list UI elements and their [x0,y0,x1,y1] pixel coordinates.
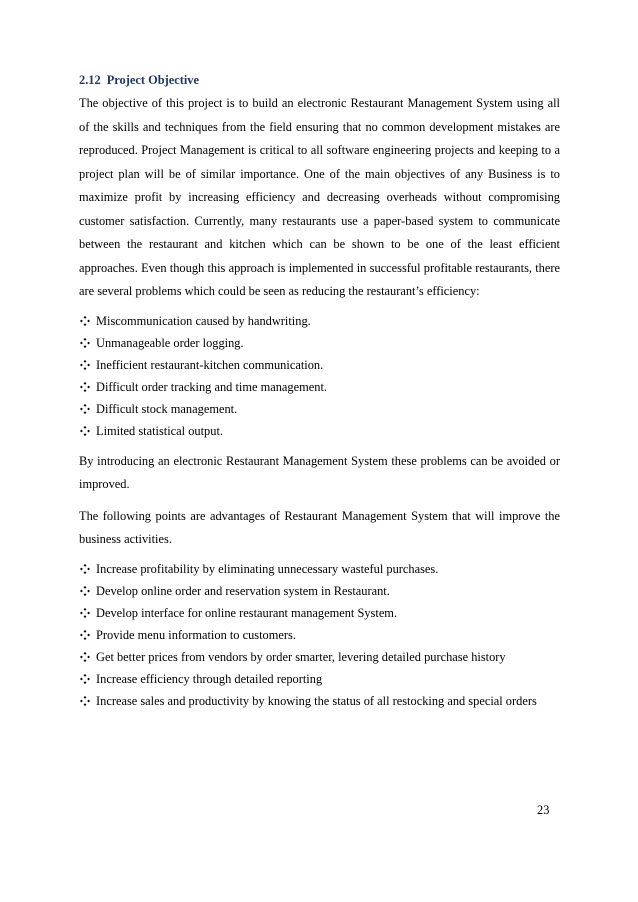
four-diamond-bullet-icon [79,558,91,580]
list-item [79,558,560,580]
list-item-text: Miscommunication caused by handwriting. [96,313,311,328]
four-diamond-bullet-icon [79,310,91,332]
list-item-text: Provide menu information to customers. [96,627,296,642]
list-item-text: Get better prices from vendors by order smarter, levering detailed purchase history [96,649,506,664]
four-diamond-bullet-icon [79,602,91,624]
list-item-text: Difficult stock management. [96,401,238,416]
list-item [79,624,560,646]
list-item [79,580,560,602]
list-item [79,332,560,354]
four-diamond-bullet-icon [79,420,91,442]
list-item [79,398,560,420]
list-item [79,690,560,712]
four-diamond-bullet-icon [79,668,91,690]
list-item-text: Increase profitability by eliminating unnecessary wasteful purchases. [96,561,439,576]
four-diamond-bullet-icon [79,376,91,398]
list-item-text: Develop online order and reservation system in Restaurant. [96,583,390,598]
four-diamond-bullet-icon [79,580,91,602]
advantages-intro-paragraph: The following points are advantages of Restaurant Management System that will improve the business activities. [79,508,560,546]
list-item [79,602,560,624]
list-item-text: Difficult order tracking and time management. [96,379,327,394]
list-item-text: Inefficient restaurant-kitchen communication. [96,357,324,372]
four-diamond-bullet-icon [79,354,91,376]
list-item-text: Unmanageable order logging. [96,335,244,350]
document-page [79,71,560,712]
four-diamond-bullet-icon [79,624,91,646]
page-number: 23 [537,803,550,817]
list-item-text: Increase sales and productivity by knowing the status of all restocking and special orders [96,693,537,708]
list-item [79,646,560,668]
list-item [79,310,560,332]
list-item-text: Develop interface for online restaurant management System. [96,605,398,620]
list-item [79,420,560,442]
problems-list [79,310,560,442]
four-diamond-bullet-icon [79,646,91,668]
four-diamond-bullet-icon [79,690,91,712]
improvement-paragraph: By introducing an electronic Restaurant Management System these problems can be avoided or improved. [79,453,560,491]
list-item [79,376,560,398]
intro-paragraph: The objective of this project is to build an electronic Restaurant Management System using all of the skills and techniques from the field ensuring that no common development mistakes are reproduced. Project Management is critical to all software engineering projects and keeping to a project plan will be of similar importance. One of the main objectives of any Business is to maximize profit by increasing efficiency and decreasing overheads without compromising customer satisfaction. Currently, many restaurants use a paper-based system to communicate between the restaurant and kitchen which can be shown to be one of the least efficient approaches. Even though this approach is implemented in successful profitable restaurants, there are several problems which could be seen as reducing the restaurant’s efficiency: [79,96,560,298]
four-diamond-bullet-icon [79,332,91,354]
list-item-text: Limited statistical output. [96,423,223,438]
list-item-text: Increase efficiency through detailed reporting [96,671,323,686]
list-item [79,668,560,690]
section-number: 2.12 [79,73,101,87]
section-title: Project Objective [106,73,199,87]
advantages-list [79,558,560,712]
list-item [79,354,560,376]
four-diamond-bullet-icon [79,398,91,420]
section-heading [79,71,560,89]
